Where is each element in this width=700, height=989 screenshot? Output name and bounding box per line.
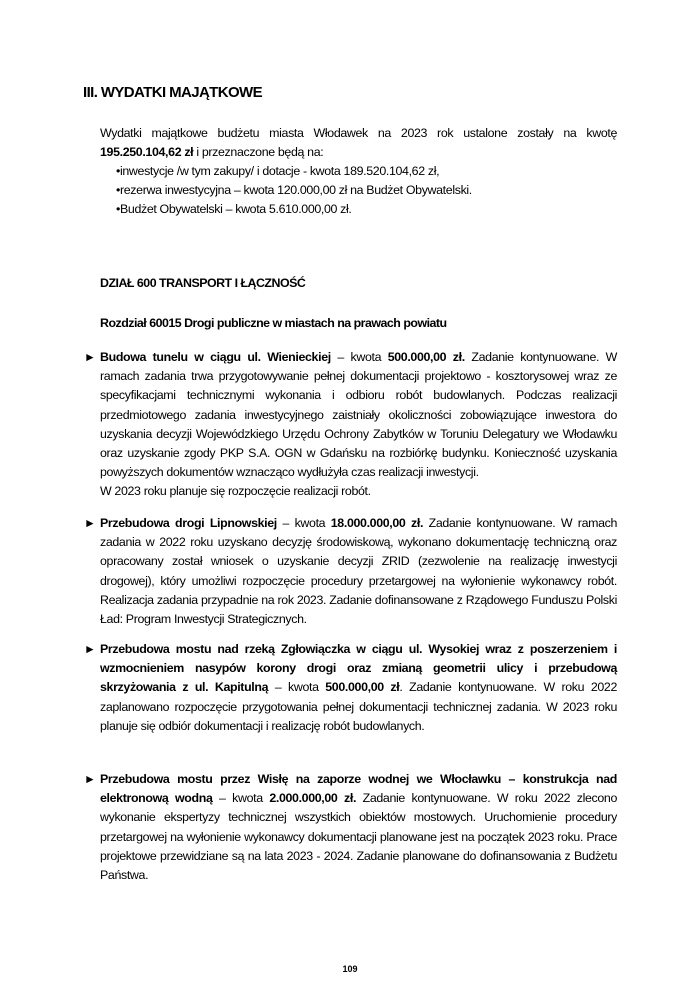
task-title: Przebudowa drogi Lipnowskiej — [100, 516, 277, 530]
task-text — [100, 640, 617, 736]
task-item — [84, 640, 617, 736]
task-item — [84, 514, 617, 629]
task-item — [84, 770, 617, 885]
task-amount-label: – kwota — [268, 680, 326, 695]
intro-bullet-list — [100, 162, 617, 219]
task-text — [100, 514, 617, 629]
task-title: Przebudowa mostu nad rzeką Zgłowiączka w ciągu ul. Wysokiej wraz z poszerzeniem i wzmocnieniem nasypów korony drogi oraz zmianą geometrii ulicy i przebudową skrzyżowania z ul. Kapitulną — [100, 642, 617, 695]
task-amount-label: – kwota — [276, 516, 331, 530]
bullet-arrow-icon: ► — [84, 642, 96, 656]
bullet-arrow-icon: ► — [84, 772, 96, 786]
task-amount: 2.000.000,00 zł. — [269, 791, 357, 806]
task-extra: W 2023 roku planuje się rozpoczęcie realizacji robót. — [100, 484, 371, 499]
task-amount: 18.000.000,00 zł. — [330, 516, 424, 530]
intro-bullet: •Budżet Obywatelski – kwota 5.610.000,00 zł. — [116, 202, 352, 216]
task-item — [84, 348, 617, 502]
intro-amount: 195.250.104,62 zł — [100, 145, 194, 159]
bullet-arrow-icon: ► — [84, 516, 96, 530]
task-description: Zadanie kontynuowane. W ramach zadania trwa przygotowywanie pełnej dokumentacji projektowo - kosztorysowej wraz ze specyfikacjami technicznymi wykonania i odbioru robót budowlanych. Podczas realizacji przedmiotowego zadania inwestycyjnego zaistniały okoliczności zobowiązujące inwestora do uzyskania decyzji Wojewódzkiego Urzędu Ochrony Zabytków w Toruniu Delegatury we Włodawku oraz uzyskanie zgody PKP S.A. OGN w Gdańsku na rozbiórkę budynku. Konieczność uzyskania powyższych dokumentów wznacząco wydłużyła czas realizacji inwestycji. — [100, 350, 618, 480]
task-amount-label: – kwota — [212, 791, 270, 806]
task-title: Przebudowa mostu przez Wisłę na zaporze wodnej we Włocławku – konstrukcja nad elektronową wodną — [100, 772, 617, 806]
intro-paragraph — [100, 124, 617, 219]
intro-bullet: •inwestycje /w tym zakupy/ i dotacje - kwota 189.520.104,62 zł, — [116, 164, 440, 178]
rozdzial-heading: Rozdział 60015 Drogi publiczne w miastach na prawach powiatu — [100, 316, 447, 330]
task-text — [100, 770, 617, 885]
intro-text — [100, 124, 617, 162]
intro-text-2: i przeznaczone będą na: — [193, 145, 324, 159]
intro-text-1: Wydatki majątkowe budżetu miasta Włodawek na 2023 rok ustalone zostały na kwotę — [100, 126, 617, 140]
task-title: Budowa tunelu w ciągu ul. Wienieckiej — [100, 350, 331, 364]
task-description: Zadanie kontynuowane. W ramach zadania w 2022 roku uzyskano decyzję środowiskową, wykonano dokumentację techniczną oraz opracowany został wniosek o uzyskanie decyzji ZRID (zezwolenie na realizację inwestycji drogowej), który umożliwi rozpoczęcie procedury przetargowej na wyłonienie wykonawcy robót. Realizacja zadania przypadnie na rok 2023. Zadanie dofinansowane z Rządowego Funduszu Polski Ład: Program Inwestycji Strategicznych. — [100, 516, 618, 627]
intro-bullet: •rezerwa inwestycyjna – kwota 120.000,00 zł na Budżet Obywatelski. — [116, 183, 472, 197]
task-amount: 500.000,00 zł. — [387, 350, 465, 364]
section-title: III. WYDATKI MAJĄTKOWE — [83, 84, 263, 101]
task-description: Zadanie kontynuowane. W roku 2022 zlecono wykonanie ekspertyzy technicznej wszystkich obiektów mostowych. Uruchomienie procedury przetargowej na wyłonienie wykonawcy dokumentacji planowane jest na początek 2023 roku. Prace projektowe przewidziane są na lata 2023 - 2024. Zadanie planowane do dofinansowania z Budżetu Państwa. — [100, 791, 617, 883]
page-number: 109 — [342, 964, 358, 974]
task-text — [100, 348, 617, 482]
bullet-arrow-icon: ► — [84, 350, 96, 364]
task-description: . Zadanie kontynuowane. W roku 2022 zaplanowano rozpoczęcie przygotowania pełnej dokumentacji technicznej zadania. W 2023 roku planuje się odbiór dokumentacji i realizację robót budowlanych. — [100, 680, 618, 733]
task-amount: 500.000,00 zł — [325, 680, 400, 695]
task-amount-label: – kwota — [330, 350, 388, 364]
dzial-heading: DZIAŁ 600 TRANSPORT I ŁĄCZNOŚĆ — [100, 276, 306, 290]
